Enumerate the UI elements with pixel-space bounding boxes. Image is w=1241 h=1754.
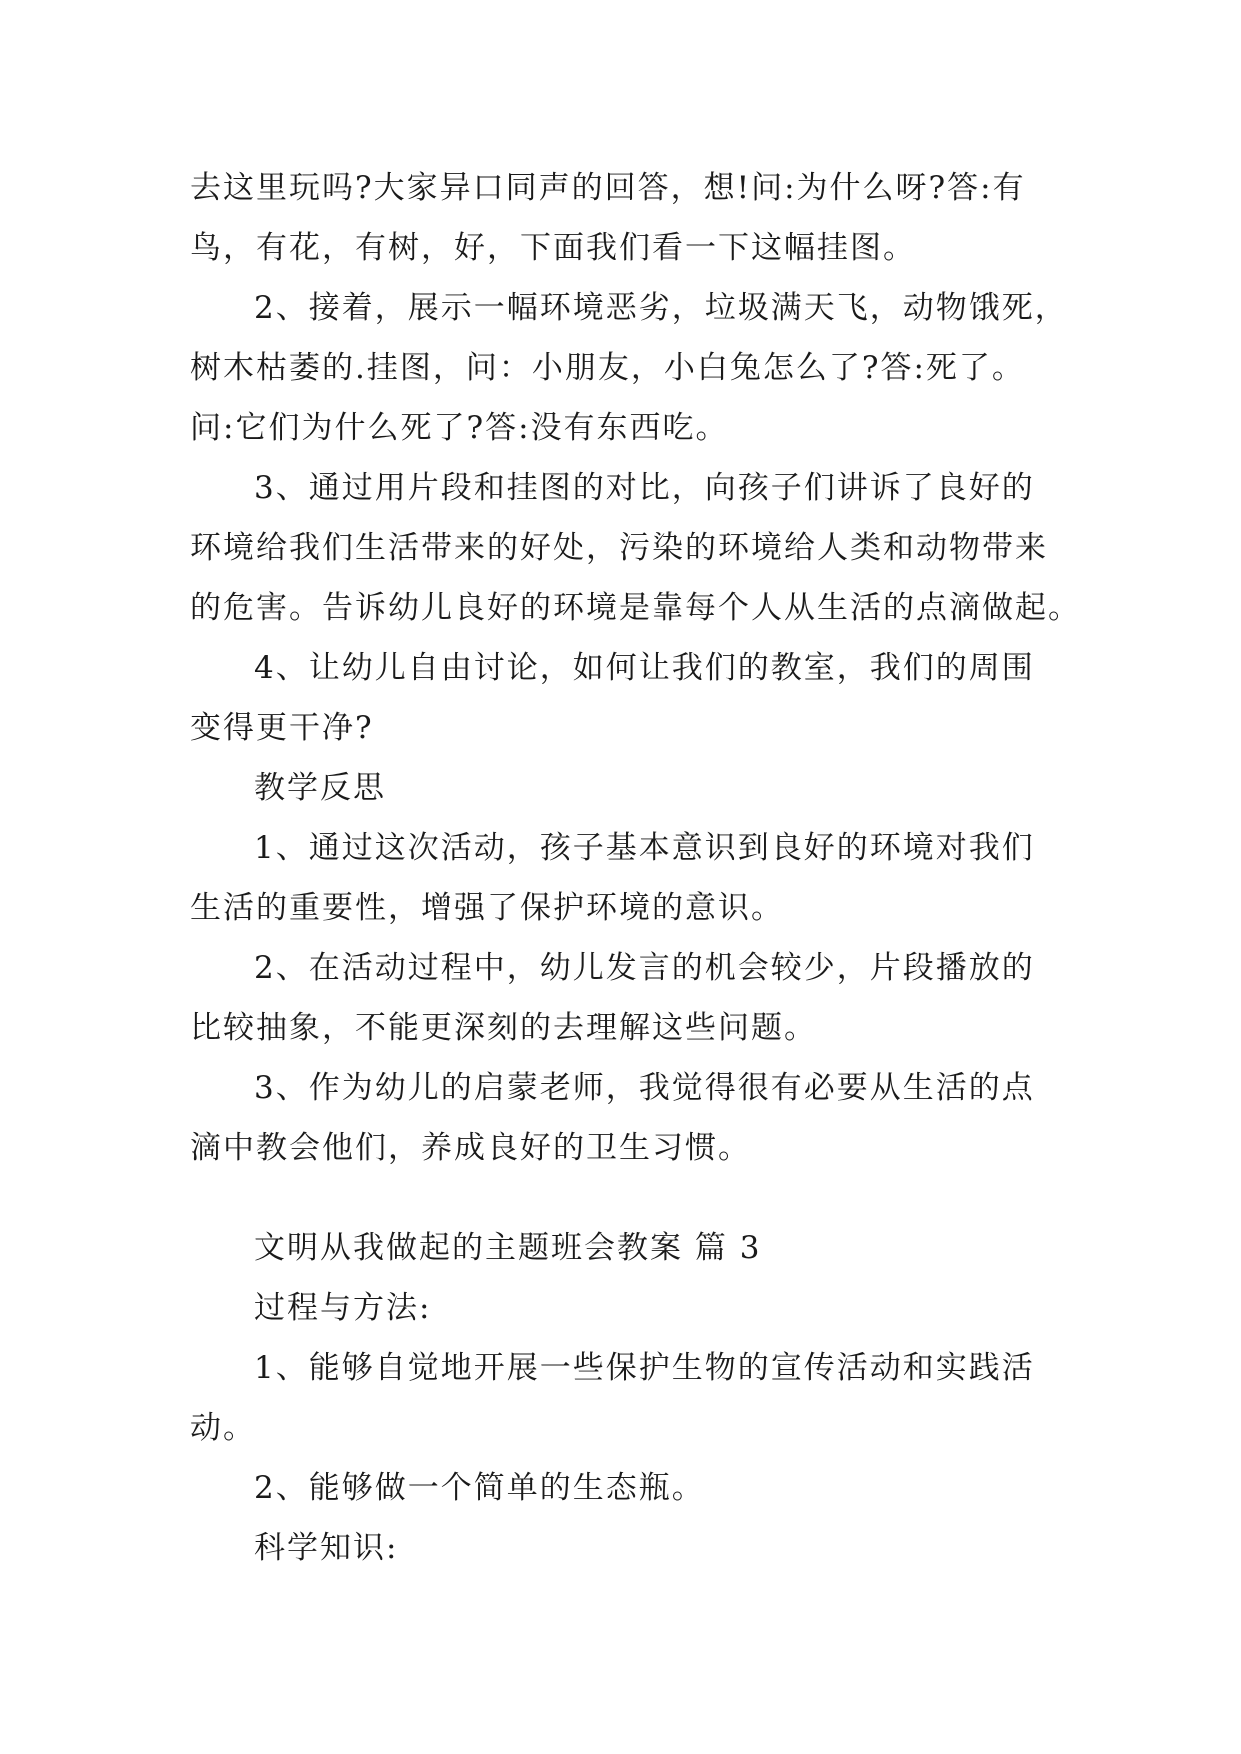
text-line: 变得更干净?: [190, 710, 374, 746]
paragraph-start: 2、在活动过程中，幼儿发言的机会较少，片段播放的: [254, 950, 1035, 986]
text-line: 滴中教会他们，养成良好的卫生习惯。: [190, 1130, 751, 1166]
paragraph-start: 1、通过这次活动，孩子基本意识到良好的环境对我们: [254, 830, 1035, 866]
text-line: 环境给我们生活带来的好处，污染的环境给人类和动物带来: [190, 530, 1048, 566]
paragraph-start: 1、能够自觉地开展一些保护生物的宣传活动和实践活: [254, 1350, 1035, 1386]
section-heading: 科学知识:: [254, 1530, 399, 1566]
text-line: 动。: [190, 1410, 256, 1446]
text-line: 生活的重要性，增强了保护环境的意识。: [190, 890, 784, 926]
text-line: 比较抽象，不能更深刻的去理解这些问题。: [190, 1010, 817, 1046]
paragraph-start: 2、能够做一个简单的生态瓶。: [254, 1470, 705, 1506]
text-line: 的危害。告诉幼儿良好的环境是靠每个人从生活的点滴做起。: [190, 590, 1081, 626]
paragraph-start: 2、接着，展示一幅环境恶劣，垃圾满天飞，动物饿死，: [254, 290, 1068, 326]
text-line: 树木枯萎的.挂图，问：小朋友，小白兔怎么了?答:死了。: [190, 350, 1025, 386]
paragraph-start: 4、让幼儿自由讨论，如何让我们的教室，我们的周围: [254, 650, 1035, 686]
paragraph-start: 3、作为幼儿的启蒙老师，我觉得很有必要从生活的点: [254, 1070, 1035, 1106]
section-title: 文明从我做起的主题班会教案 篇 3: [254, 1230, 762, 1266]
text-line: 鸟，有花，有树，好，下面我们看一下这幅挂图。: [190, 230, 916, 266]
paragraph-start: 3、通过用片段和挂图的对比，向孩子们讲诉了良好的: [254, 470, 1035, 506]
text-line: 去这里玩吗?大家异口同声的回答，想!问:为什么呀?答:有: [190, 170, 1026, 206]
text-line: 问:它们为什么死了?答:没有东西吃。: [190, 410, 729, 446]
section-heading: 教学反思: [254, 770, 386, 806]
section-heading: 过程与方法:: [254, 1290, 432, 1326]
